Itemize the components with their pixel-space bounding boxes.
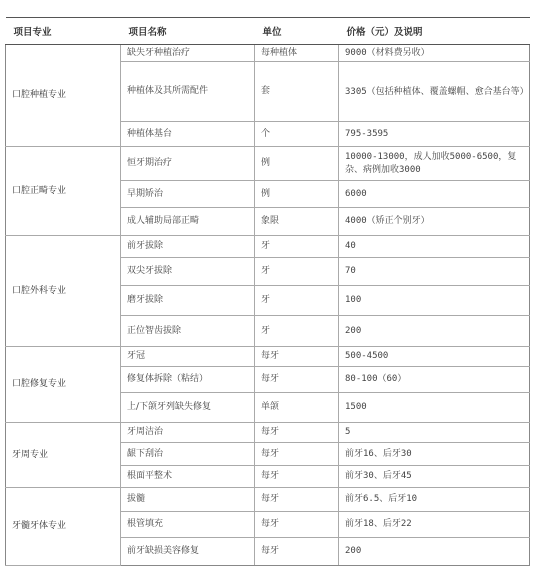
group-label: 口腔外科专业 (6, 236, 121, 347)
item-price: 80-100（60） (339, 367, 530, 393)
group-label: 牙髓牙体专业 (6, 488, 121, 566)
item-price: 70 (339, 258, 530, 286)
item-price: 4000（矫正个别牙） (339, 208, 530, 236)
group-label: 牙周专业 (6, 423, 121, 488)
header-unit: 单位 (255, 18, 339, 45)
item-price: 前牙18、后牙22 (339, 512, 530, 538)
item-price: 前牙16、后牙30 (339, 443, 530, 466)
item-name: 根管填充 (121, 512, 255, 538)
header-price: 价格（元）及说明 (339, 18, 530, 45)
item-unit: 个 (255, 122, 339, 147)
item-unit: 牙 (255, 236, 339, 258)
item-name: 早期矫治 (121, 181, 255, 208)
group-label: 口腔种植专业 (6, 45, 121, 147)
table-row (6, 45, 530, 62)
table-body (6, 45, 530, 566)
item-name: 恒牙期治疗 (121, 147, 255, 181)
item-name: 双尖牙拔除 (121, 258, 255, 286)
item-unit: 每牙 (255, 367, 339, 393)
item-price: 前牙30、后牙45 (339, 466, 530, 488)
item-price: 100 (339, 286, 530, 316)
item-price: 500-4500 (339, 347, 530, 367)
table-row (6, 347, 530, 367)
table-row (6, 236, 530, 258)
item-unit: 每牙 (255, 488, 339, 512)
item-unit: 牙 (255, 316, 339, 347)
item-unit: 每牙 (255, 347, 339, 367)
item-price: 10000-13000，成人加收5000-6500，复杂、病例加收3000 (339, 147, 530, 181)
header-specialty: 项目专业 (6, 18, 121, 45)
item-unit: 象限 (255, 208, 339, 236)
item-name: 种植体基台 (121, 122, 255, 147)
item-unit: 每牙 (255, 466, 339, 488)
item-name: 磨牙拔除 (121, 286, 255, 316)
table-row (6, 147, 530, 181)
item-name: 上/下颌牙列缺失修复 (121, 393, 255, 423)
item-name: 牙周洁治 (121, 423, 255, 443)
item-unit: 每牙 (255, 443, 339, 466)
item-unit: 套 (255, 62, 339, 122)
item-unit: 例 (255, 181, 339, 208)
item-price: 795-3595 (339, 122, 530, 147)
item-unit: 每牙 (255, 512, 339, 538)
item-price: 3305（包括种植体、覆盖螺帽、愈合基台等） (339, 62, 530, 122)
item-name: 修复体拆除（粘结） (121, 367, 255, 393)
table-row (6, 488, 530, 512)
group-label: 口腔修复专业 (6, 347, 121, 423)
item-name: 前牙拔除 (121, 236, 255, 258)
item-name: 拔髓 (121, 488, 255, 512)
item-unit: 每牙 (255, 423, 339, 443)
item-unit: 每种植体 (255, 45, 339, 62)
item-unit: 例 (255, 147, 339, 181)
item-unit: 牙 (255, 258, 339, 286)
item-price: 6000 (339, 181, 530, 208)
item-name: 前牙缺损美容修复 (121, 538, 255, 566)
item-price: 前牙6.5、后牙10 (339, 488, 530, 512)
item-price: 1500 (339, 393, 530, 423)
header-item-name: 项目名称 (121, 18, 255, 45)
header-row (6, 18, 530, 45)
table-row (6, 423, 530, 443)
item-name: 种植体及其所需配件 (121, 62, 255, 122)
item-price: 200 (339, 538, 530, 566)
item-name: 龈下刮治 (121, 443, 255, 466)
item-name: 成人辅助局部正畸 (121, 208, 255, 236)
item-price: 9000（材料费另收） (339, 45, 530, 62)
item-name: 根面平整术 (121, 466, 255, 488)
item-name: 牙冠 (121, 347, 255, 367)
item-price: 5 (339, 423, 530, 443)
item-price: 200 (339, 316, 530, 347)
item-unit: 单颌 (255, 393, 339, 423)
item-name: 缺失牙种植治疗 (121, 45, 255, 62)
item-price: 40 (339, 236, 530, 258)
item-unit: 牙 (255, 286, 339, 316)
item-unit: 每牙 (255, 538, 339, 566)
group-label: 口腔正畸专业 (6, 147, 121, 236)
price-table (5, 17, 530, 566)
item-name: 正位智齿拔除 (121, 316, 255, 347)
